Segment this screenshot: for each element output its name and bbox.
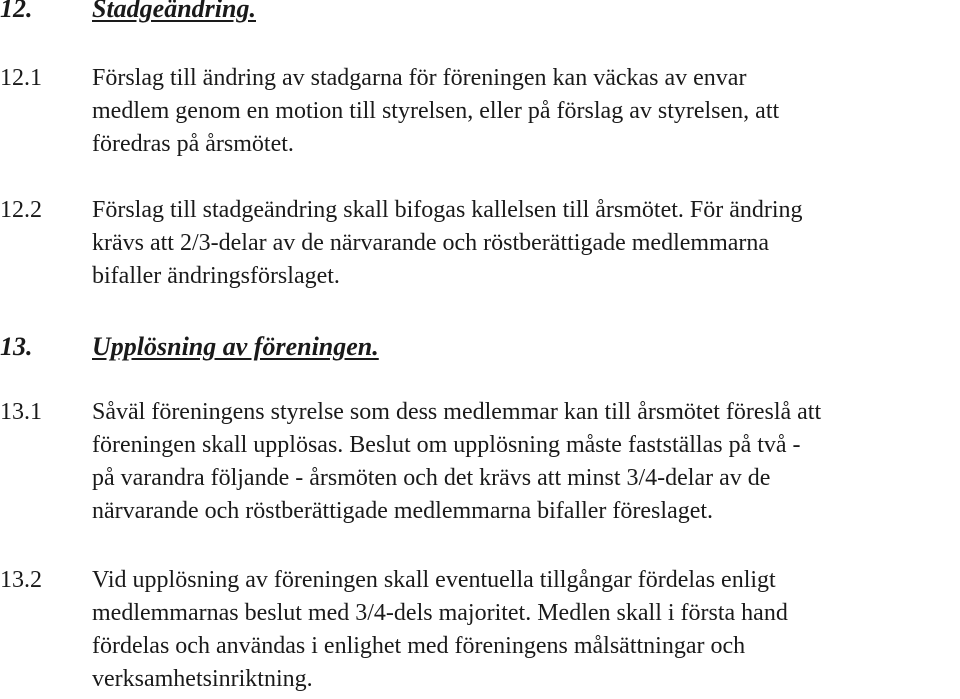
clause-line: på varandra följande - årsmöten och det krävs att minst 3/4-delar av de xyxy=(92,465,771,491)
clause-line: föredras på årsmötet. xyxy=(92,131,294,157)
section-heading-13 xyxy=(0,332,379,362)
clause-13-2 xyxy=(0,564,960,696)
clause-line: föreningen skall upplösas. Beslut om upplösning måste fastställas på två - xyxy=(92,432,801,458)
clause-line: närvarande och röstberättigade medlemmarna bifaller föreslaget. xyxy=(92,498,714,524)
clause-line: Såväl föreningens styrelse som dess medlemmar kan till årsmötet föreslå att xyxy=(92,399,822,425)
section-title: Upplösning av föreningen. xyxy=(92,332,379,361)
clause-line: medlemmarnas beslut med 3/4-dels majoritet. Medlen skall i första hand xyxy=(92,600,788,626)
clause-line: Vid upplösning av föreningen skall eventuella tillgångar fördelas enligt xyxy=(92,567,776,593)
section-title: Stadgeändring. xyxy=(92,0,256,23)
clause-number: 12.1 xyxy=(0,65,42,91)
clause-line: Förslag till ändring av stadgarna för föreningen kan väckas av envar xyxy=(92,65,747,91)
clause-line: medlem genom en motion till styrelsen, eller på förslag av styrelsen, att xyxy=(92,98,780,124)
clause-line: Förslag till stadgeändring skall bifogas kallelsen till årsmötet. För ändring xyxy=(92,197,803,223)
clause-line: krävs att 2/3-delar av de närvarande och röstberättigade medlemmarna xyxy=(92,230,770,256)
clause-line: fördelas och användas i enlighet med föreningens målsättningar och xyxy=(92,633,746,659)
clause-body xyxy=(92,62,960,161)
section-number: 12. xyxy=(0,0,33,23)
clause-number: 13.2 xyxy=(0,567,42,593)
clause-12-2 xyxy=(0,194,960,293)
clause-12-1 xyxy=(0,62,960,161)
clause-body xyxy=(92,396,960,528)
section-number: 13. xyxy=(0,332,33,361)
clause-line: verksamhetsinriktning. xyxy=(92,666,313,692)
clause-body xyxy=(92,194,960,293)
clause-13-1 xyxy=(0,396,960,528)
clause-number: 12.2 xyxy=(0,197,42,223)
clause-line: bifaller ändringsförslaget. xyxy=(92,263,340,289)
section-heading-12 xyxy=(0,0,256,24)
clause-number: 13.1 xyxy=(0,399,42,425)
clause-body xyxy=(92,564,960,696)
